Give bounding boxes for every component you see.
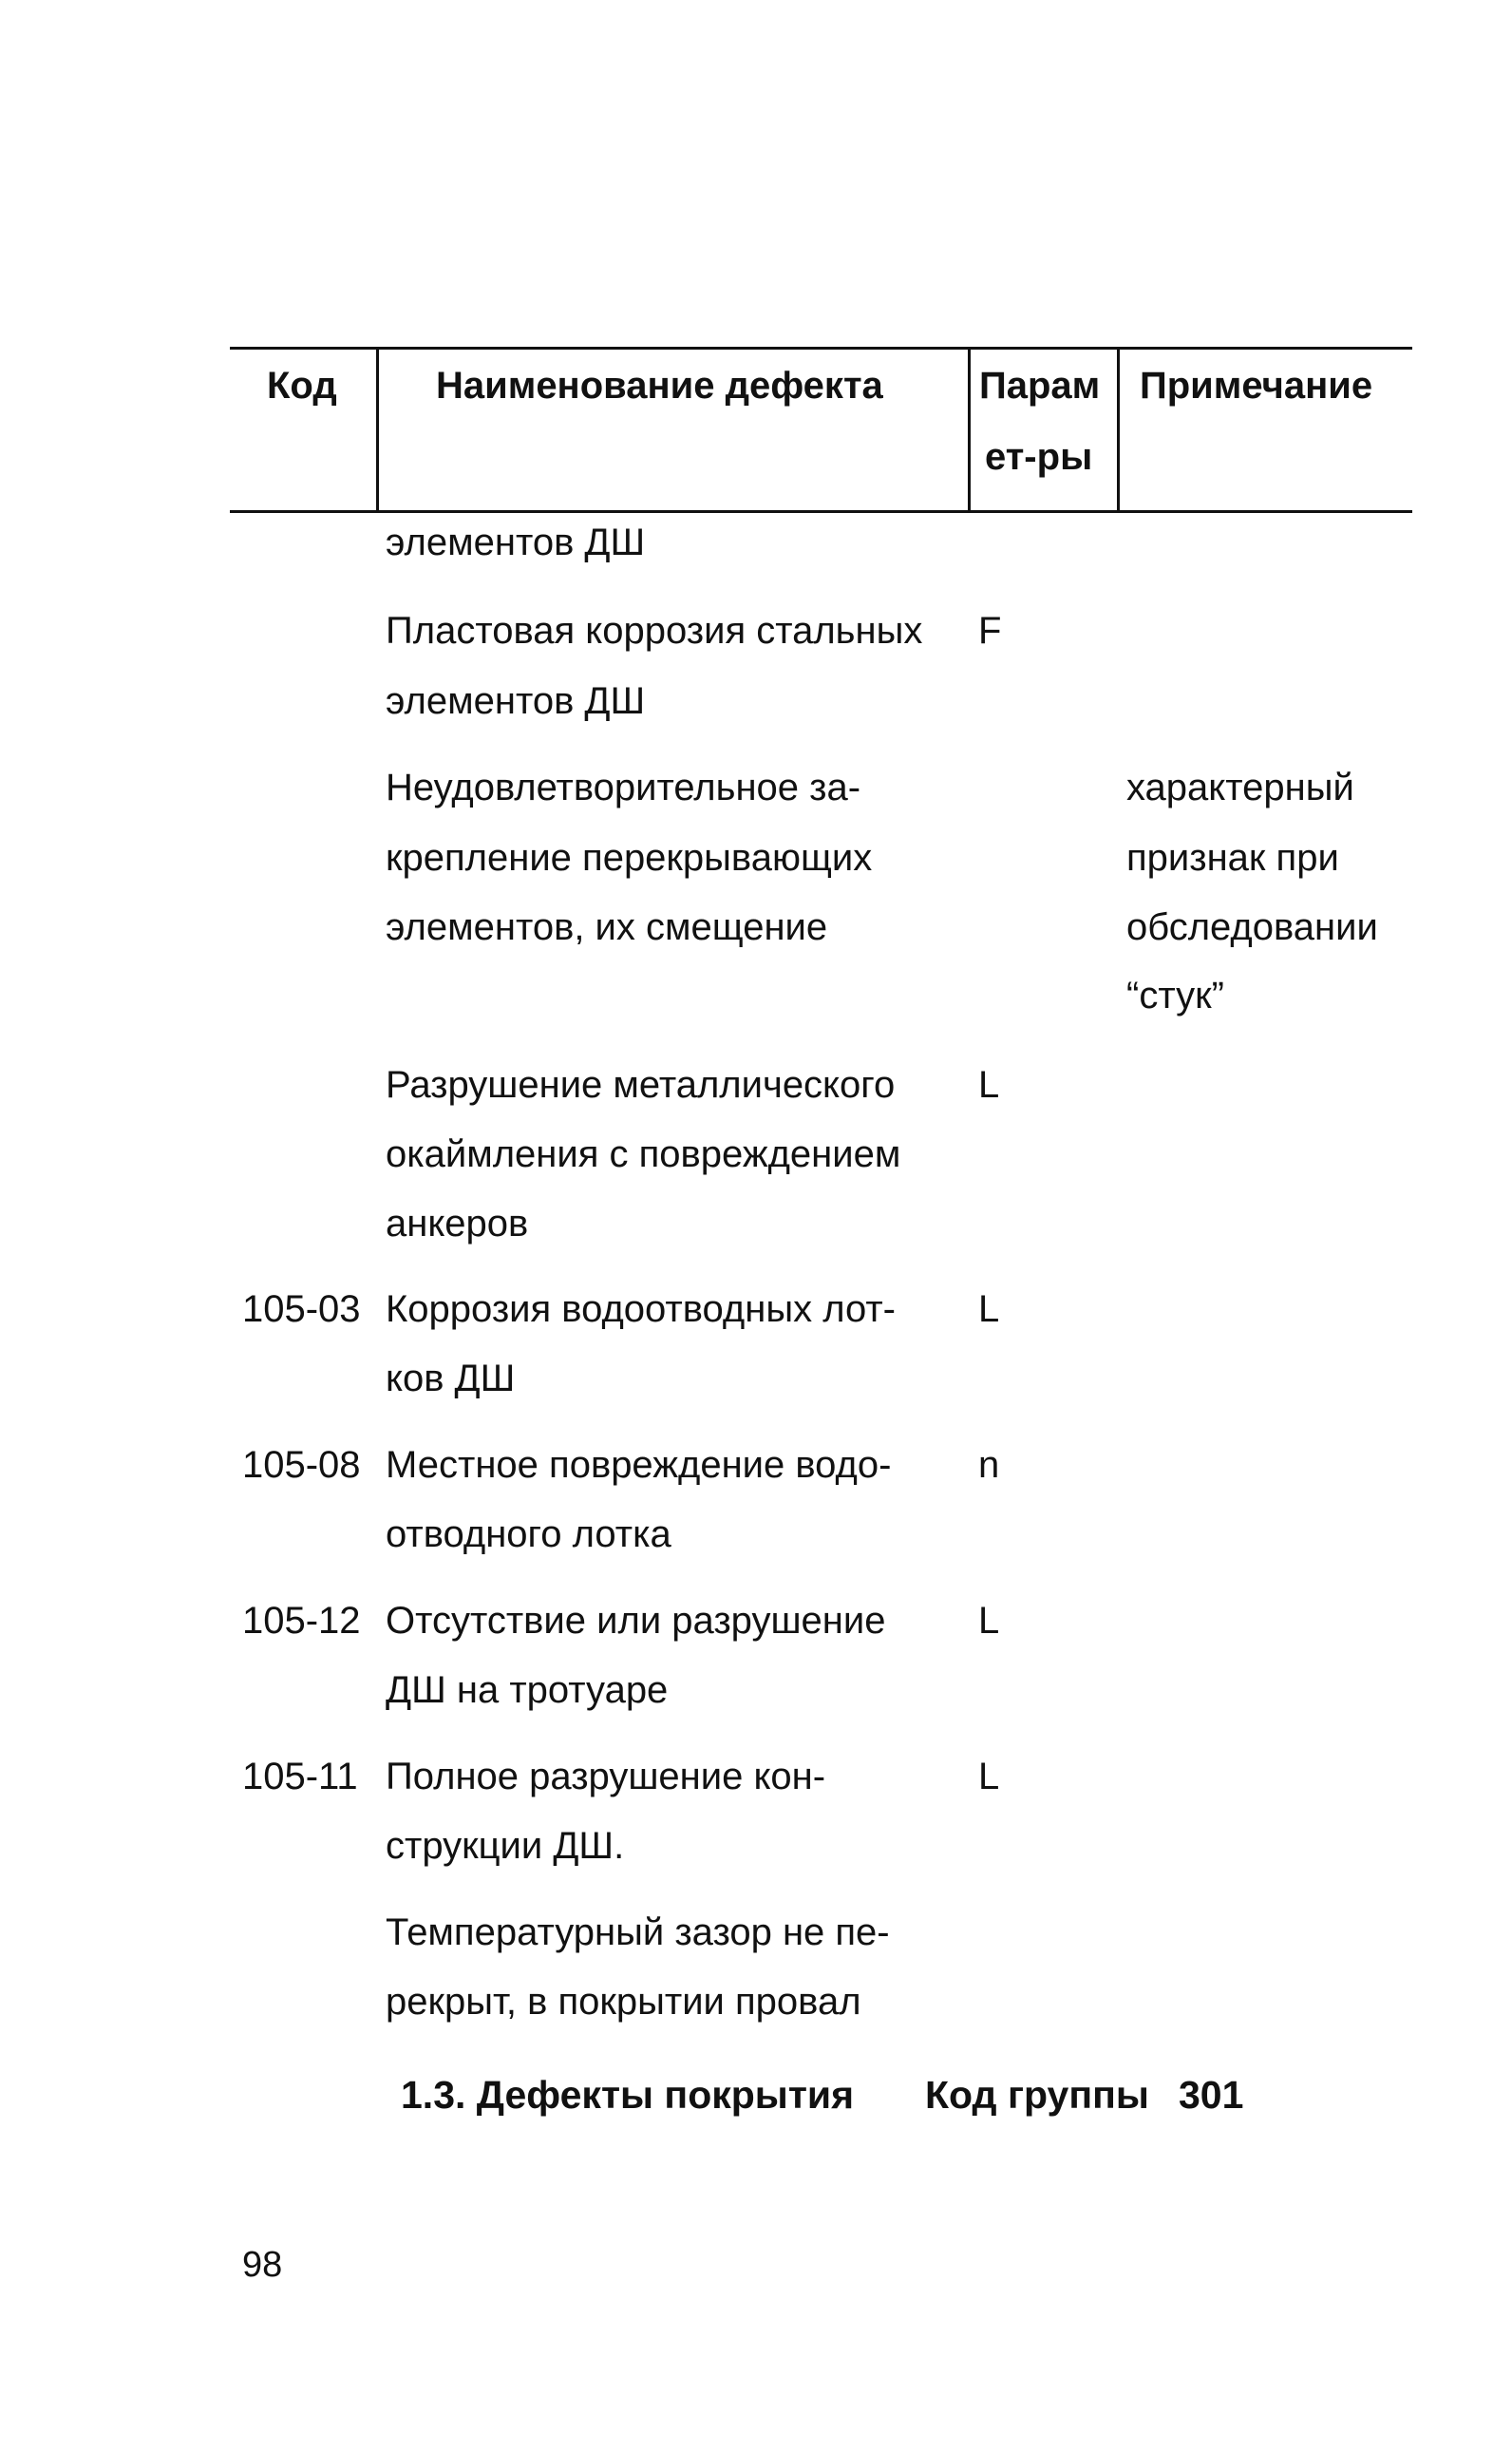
- defect-code: 105-11: [242, 1756, 358, 1797]
- header-note: Примечание: [1140, 365, 1373, 407]
- defect-note-line: характерный: [1126, 767, 1354, 808]
- defect-name-line: Полное разрушение кон-: [386, 1756, 826, 1797]
- defect-code: 105-08: [242, 1444, 361, 1486]
- defect-param: L: [978, 1288, 1000, 1330]
- defect-name-line: струкции ДШ.: [386, 1825, 625, 1867]
- header-top-rule: [230, 347, 1412, 350]
- defect-name-line: элементов, их смещение: [386, 906, 828, 948]
- defect-name-line: рекрыт, в покрытии провал: [386, 1981, 861, 2023]
- defect-note-line: обследовании: [1126, 906, 1378, 948]
- defect-param: F: [978, 610, 1002, 652]
- defect-name-line: ДШ на тротуаре: [386, 1669, 669, 1711]
- defect-name-line: ков ДШ: [386, 1358, 516, 1399]
- defect-param: L: [978, 1756, 1000, 1797]
- header-params-line1: Парам: [979, 365, 1101, 407]
- defect-param: L: [978, 1064, 1000, 1106]
- defect-name-line: крепление перекрывающих: [386, 837, 873, 879]
- defect-name-line: элементов ДШ: [386, 680, 646, 722]
- header-divider: [1117, 347, 1120, 513]
- page-number: 98: [242, 2245, 283, 2285]
- header-code: Код: [267, 365, 337, 407]
- defect-name-line: отводного лотка: [386, 1513, 671, 1555]
- defect-note-line: “стук”: [1126, 975, 1224, 1017]
- section-group-label: Код группы: [925, 2073, 1149, 2117]
- defect-name-line: анкеров: [386, 1203, 529, 1245]
- header-divider: [968, 347, 971, 513]
- defect-param: n: [978, 1444, 1000, 1486]
- defect-name-line: окаймления с повреждением: [386, 1133, 901, 1175]
- defect-name-line: элементов ДШ: [386, 522, 646, 563]
- section-group-code: 301: [1179, 2073, 1244, 2117]
- defect-name-line: Местное повреждение водо-: [386, 1444, 892, 1486]
- defect-code: 105-12: [242, 1600, 361, 1642]
- header-params-line2: ет-ры: [985, 436, 1093, 478]
- defect-name-line: Разрушение металлического: [386, 1064, 896, 1106]
- section-title: 1.3. Дефекты покрытия: [401, 2073, 855, 2117]
- defect-name-line: Коррозия водоотводных лот-: [386, 1288, 896, 1330]
- defect-name-line: Пластовая коррозия стальных: [386, 610, 923, 652]
- defect-note-line: признак при: [1126, 837, 1339, 879]
- header-divider: [376, 347, 379, 513]
- defect-name-line: Температурный зазор не пе-: [386, 1911, 890, 1953]
- header-name: Наименование дефекта: [436, 365, 883, 407]
- defect-name-line: Отсутствие или разрушение: [386, 1600, 886, 1642]
- header-bottom-rule: [230, 510, 1412, 513]
- defect-param: L: [978, 1600, 1000, 1642]
- defect-name-line: Неудовлетворительное за-: [386, 767, 861, 808]
- defect-code: 105-03: [242, 1288, 361, 1330]
